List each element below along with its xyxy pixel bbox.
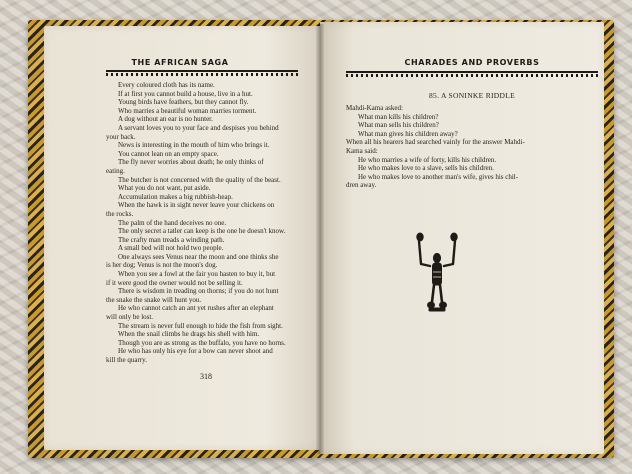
text-line: He who has only his eye for a bow can never shoot and bbox=[118, 347, 273, 356]
text-line: The fly never worries about death; he only thinks of bbox=[118, 158, 264, 167]
page-number: 318 bbox=[200, 372, 212, 381]
text-line: Though you are as strong as the buffalo, you have no horns. bbox=[118, 338, 286, 347]
text-line: kill the quarry. bbox=[106, 356, 147, 364]
text-line: There is wisdom in treading on thorns; if you do not hunt bbox=[118, 287, 279, 296]
text-line: The stream is never full enough to hide the fish from sight. bbox=[118, 321, 283, 330]
text-line: When the hawk is in sight never leave your chickens on bbox=[118, 201, 275, 210]
text-line: A servant loves you to your face and despises you behind bbox=[118, 123, 279, 132]
section-title: 85. A SONINKE RIDDLE bbox=[429, 91, 515, 100]
text-line: The butcher is not concerned with the quality of the beast. bbox=[118, 175, 281, 184]
text-line: One always sees Venus near the moon and one thinks she bbox=[118, 252, 279, 261]
left-page-text bbox=[106, 81, 301, 365]
text-line: your back. bbox=[106, 132, 136, 141]
right-page-text bbox=[346, 104, 598, 190]
text-line: What man kills his children? bbox=[358, 112, 439, 121]
text-line: Young birds have feathers, but they cannot fly. bbox=[118, 98, 249, 107]
text-line: When you see a fowl at the fair you hasten to buy it, but bbox=[118, 270, 276, 279]
text-line: When the snail climbs he drags his shell with him. bbox=[118, 330, 260, 339]
text-line: Mahdi-Kama asked: bbox=[346, 104, 403, 112]
right-header-rule bbox=[346, 71, 598, 77]
text-line: A dog without an ear is no hunter. bbox=[118, 115, 213, 124]
text-line: What man gives his children away? bbox=[358, 129, 458, 138]
text-line: The only secret a tatler can keep is the one he doesn't know. bbox=[118, 227, 286, 236]
left-header-rule bbox=[106, 70, 298, 76]
text-line: He who makes love to a slave, sells his children. bbox=[358, 164, 494, 173]
text-line: will only be lost. bbox=[106, 313, 154, 322]
text-line: What man sells his children? bbox=[358, 121, 439, 130]
right-page bbox=[320, 22, 604, 454]
text-line: is her dog; Venus is not the moon's dog. bbox=[106, 261, 218, 270]
text-line: dren away. bbox=[346, 181, 377, 190]
text-line: Who marries a beautiful woman marries torment. bbox=[118, 106, 257, 115]
text-line: You cannot lean on an empty space. bbox=[118, 149, 219, 158]
left-running-header: THE AFRICAN SAGA bbox=[131, 58, 229, 67]
text-line: The crafty man treads a winding path. bbox=[118, 235, 225, 244]
text-line: He who marries a wife of forty, kills his children. bbox=[358, 155, 497, 164]
text-line: if it were good the owner would not be selling it. bbox=[106, 278, 243, 287]
text-line: News is interesting in the mouth of him who brings it. bbox=[118, 141, 270, 150]
carved-figure-icon bbox=[414, 230, 460, 322]
text-line: A small bed will not hold two people. bbox=[118, 244, 224, 253]
text-line: the rocks. bbox=[106, 209, 134, 218]
text-line: What you do not want, put aside. bbox=[118, 184, 211, 193]
text-line: If at first you cannot build a house, live in a hut. bbox=[118, 89, 253, 98]
text-line: The palm of the hand deceives no one. bbox=[118, 218, 227, 227]
text-line: Kama said: bbox=[346, 146, 378, 155]
text-line: Every coloured cloth has its name. bbox=[118, 81, 215, 89]
text-line: the snake the snake will hunt you. bbox=[106, 295, 202, 304]
text-line: He who cannot catch an ant yet rushes after an elephant bbox=[118, 304, 274, 313]
book-gutter bbox=[316, 24, 324, 454]
text-line: eating. bbox=[106, 166, 125, 175]
text-line: He who makes love to another man's wife, gives his chil- bbox=[358, 172, 519, 181]
text-line: Accumulation makes a big rubbish-heap. bbox=[118, 192, 233, 201]
text-line: When all his hearers had searched vainly for the answer Mahdi- bbox=[346, 138, 525, 147]
right-running-header: CHARADES AND PROVERBS bbox=[404, 58, 540, 67]
